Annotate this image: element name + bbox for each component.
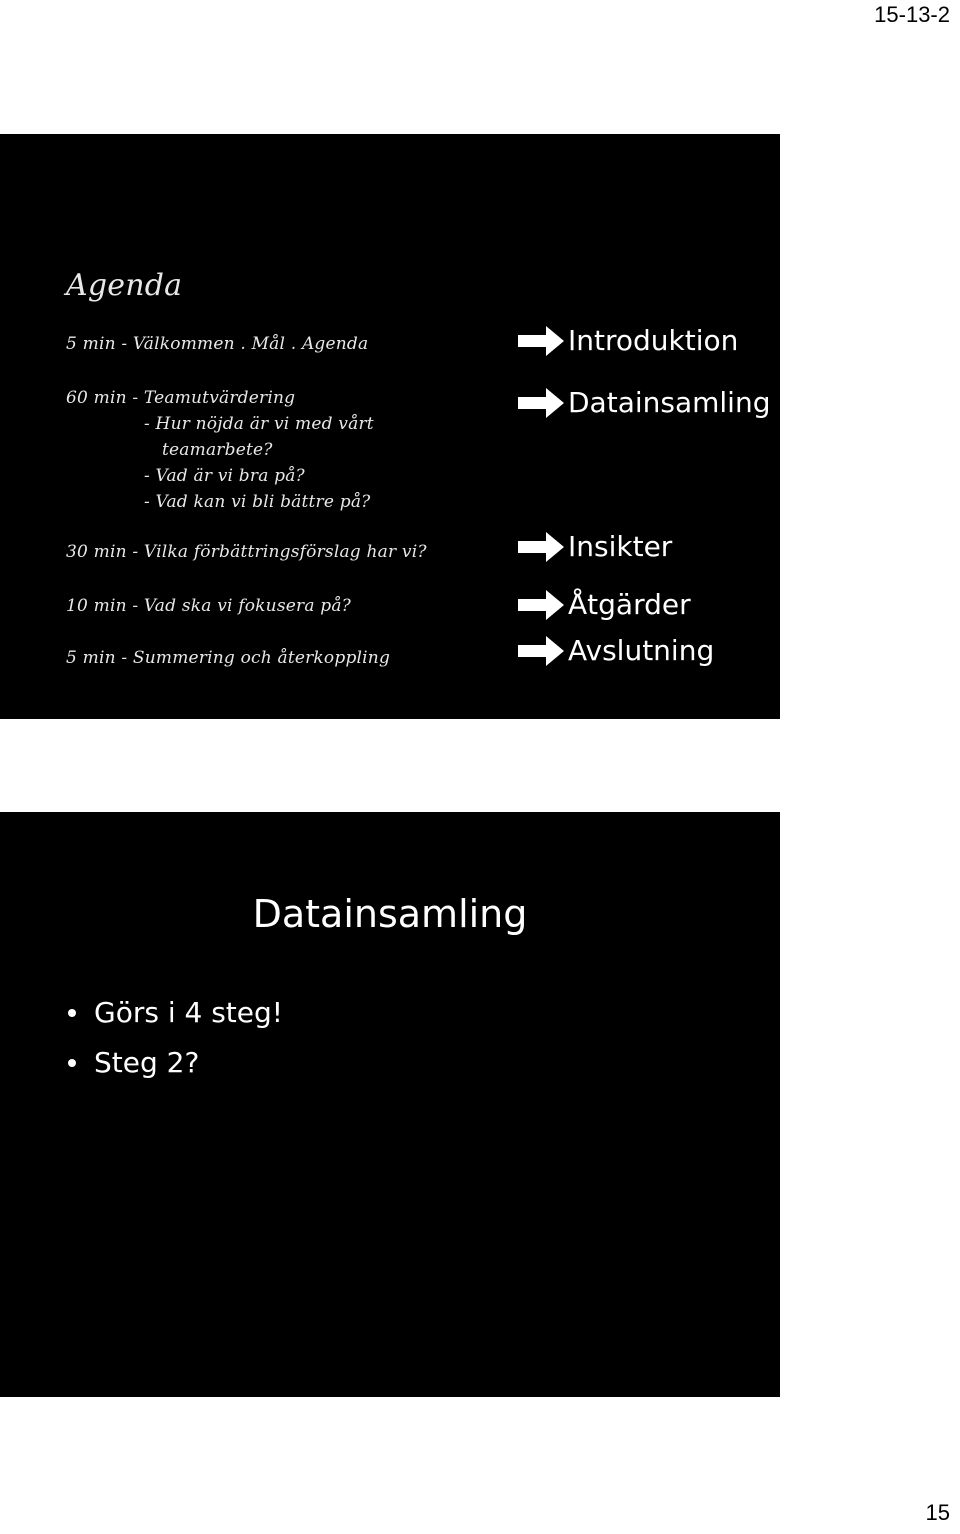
page-date: 15-13-2 xyxy=(874,2,950,27)
agenda-line: 5 min - Välkommen . Mål . Agenda xyxy=(66,334,369,354)
bullet-list xyxy=(68,988,283,1088)
phase-label: Avslutning xyxy=(568,634,715,667)
agenda-line: - Hur nöjda är vi med vårt xyxy=(144,414,374,434)
slide-agenda xyxy=(0,134,780,719)
slide-datainsamling xyxy=(0,812,780,1397)
phase-label: Introduktion xyxy=(568,324,739,357)
right-arrow-icon xyxy=(518,590,564,620)
agenda-line: 5 min - Summering och återkoppling xyxy=(66,648,391,668)
phase-avslutning xyxy=(518,634,714,667)
agenda-title: Agenda xyxy=(66,268,183,303)
phase-label: Åtgärder xyxy=(568,588,691,621)
agenda-line: 30 min - Vilka förbättringsförslag har vi? xyxy=(66,542,427,562)
agenda-line: 10 min - Vad ska vi fokusera på? xyxy=(66,596,351,616)
bullet-dot-icon xyxy=(68,1009,76,1017)
slide-title-text: Datainsamling xyxy=(252,892,528,936)
agenda-line: teamarbete? xyxy=(162,440,273,460)
bullet-item xyxy=(68,988,283,1038)
agenda-line: - Vad är vi bra på? xyxy=(144,466,305,486)
phase-introduktion xyxy=(518,324,738,357)
bullet-text: Steg 2? xyxy=(94,1046,200,1079)
right-arrow-icon xyxy=(518,388,564,418)
bullet-text: Görs i 4 steg! xyxy=(94,996,284,1029)
agenda-line: - Vad kan vi bli bättre på? xyxy=(144,492,371,512)
phase-label: Datainsamling xyxy=(568,386,771,419)
bullet-item xyxy=(68,1038,283,1088)
slide-title xyxy=(0,892,780,936)
phase-datainsamling xyxy=(518,386,770,419)
bullet-dot-icon xyxy=(68,1059,76,1067)
phase-atgarder xyxy=(518,588,691,621)
page-number: 15 xyxy=(925,1500,950,1525)
right-arrow-icon xyxy=(518,636,564,666)
phase-label: Insikter xyxy=(568,530,673,563)
phase-insikter xyxy=(518,530,672,563)
right-arrow-icon xyxy=(518,326,564,356)
agenda-line: 60 min - Teamutvärdering xyxy=(66,388,296,408)
right-arrow-icon xyxy=(518,532,564,562)
